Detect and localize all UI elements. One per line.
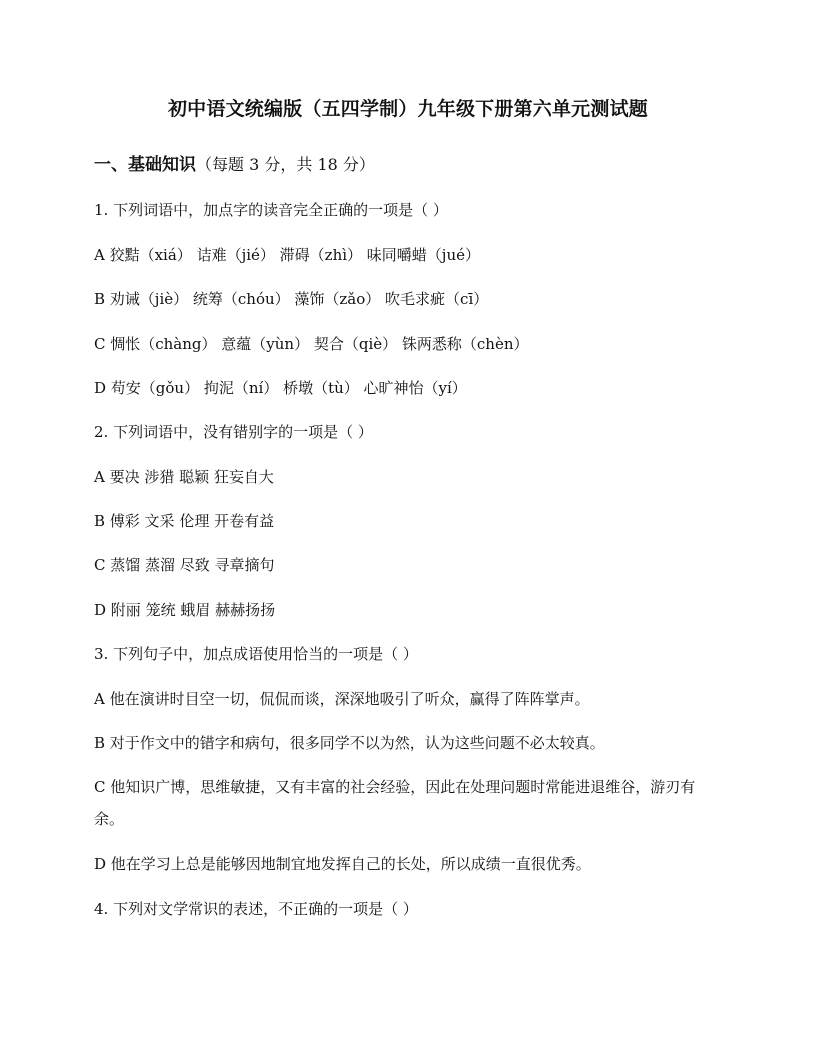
question-1-option-a: A 狡黠（xiá） 诘难（jié） 滞碍（zhì） 味同嚼蜡（jué）: [94, 246, 480, 264]
question-3-option-c: C 他知识广博，思维敏捷，又有丰富的社会经验，因此在处理问题时常能进退维谷，游刃有余。: [94, 778, 696, 828]
question-4: 4. 下列对文学常识的表述，不正确的一项是（ ）: [94, 900, 418, 918]
question-3-option-a: A 他在演讲时目空一切，侃侃而谈，深深地吸引了听众，赢得了阵阵掌声。: [94, 690, 590, 708]
section-score-note: （每题 3 分，共 18 分）: [196, 155, 375, 174]
question-2-option-b: B 傅彩 文采 伦理 开卷有益: [94, 512, 275, 530]
question-3: 3. 下列句子中，加点成语使用恰当的一项是（ ）: [94, 645, 418, 663]
document-title: 初中语文统编版（五四学制）九年级下册第六单元测试题: [167, 98, 648, 120]
question-2: 2. 下列词语中，没有错别字的一项是（ ）: [94, 423, 373, 441]
question-3-option-d: D 他在学习上总是能够因地制宜地发挥自己的长处，所以成绩一直很优秀。: [94, 855, 591, 873]
question-1: 1. 下列词语中，加点字的读音完全正确的一项是（ ）: [94, 201, 448, 219]
question-1-option-b: B 劝诫（jiè） 统筹（chóu） 藻饰（zǎo） 吹毛求疵（cī）: [94, 290, 489, 308]
question-2-option-c: C 蒸馏 蒸溜 尽致 寻章摘句: [94, 556, 275, 574]
section-heading: [94, 150, 375, 175]
question-3-option-b: B 对于作文中的错字和病句，很多同学不以为然，认为这些问题不必太较真。: [94, 734, 605, 752]
section-heading-label: 一、基础知识: [94, 155, 196, 175]
question-1-option-d: D 苟安（gǒu） 拘泥（ní） 桥墩（tù） 心旷神怡（yí）: [94, 379, 467, 397]
question-1-option-c: C 惆怅（chàng） 意蕴（yùn） 契合（qiè） 铢两悉称（chèn）: [94, 335, 529, 353]
question-2-option-d: D 附丽 笼统 蛾眉 赫赫扬扬: [94, 601, 276, 619]
question-2-option-a: A 要决 涉猎 聪颖 狂妄自大: [94, 468, 274, 486]
